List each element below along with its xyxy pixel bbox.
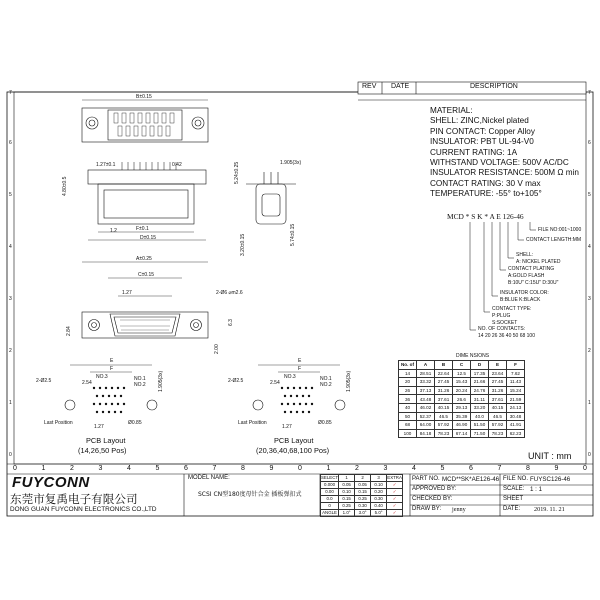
part-code: MCD * S K * A E 126-46 — [447, 212, 524, 221]
top-view — [82, 100, 208, 142]
dim-header: A — [417, 361, 435, 370]
dim-63: 6.3 — [228, 319, 234, 326]
scale-left: 6 — [9, 140, 12, 146]
pcb2-hole: 2-Ø2.5 — [228, 378, 244, 384]
pcb1-1905: 1.905(3x) — [158, 370, 164, 392]
spec-block — [430, 106, 579, 200]
scale-bottom-num: 0 — [583, 465, 587, 472]
dim-cell: 27.45 — [435, 378, 453, 387]
table-row — [399, 403, 525, 412]
company-logo: FUYCONN — [12, 474, 90, 491]
pcb1-no3: NO.3 — [96, 374, 108, 380]
dim-cell: 100 — [399, 429, 417, 438]
dim-header: E — [489, 361, 507, 370]
tol-cell: 0.000 — [321, 481, 339, 488]
scale-bottom-num: 9 — [554, 465, 559, 472]
tol-cell: 0.0 — [321, 495, 339, 502]
dim-d: D±0.15 — [140, 235, 157, 241]
tol-cell: ANGLE — [322, 510, 337, 516]
dim-cell: 78.23 — [435, 429, 453, 438]
scale-left: 5 — [9, 192, 12, 198]
dim-cell: 46.02 — [417, 403, 435, 412]
spec-line: CONTACT RATING: 30 V max — [430, 178, 541, 188]
spec-line: INSULATOR: PBT UL-94-V0 — [430, 137, 534, 147]
dim-cell: 20 — [399, 378, 417, 387]
scale-bottom-num: 5 — [440, 465, 445, 472]
pcb-layout-1 — [65, 365, 157, 413]
scale-value: 1 : 1 — [530, 486, 543, 493]
tol-header: 1 — [339, 475, 355, 482]
dim-480: 4.80±0.5 — [62, 176, 68, 196]
pcb1-no2: NO.2 — [134, 382, 146, 388]
dim-cell: 30.48 — [507, 412, 525, 421]
tol-cell: 0.15 — [339, 495, 355, 502]
scale-bottom — [13, 465, 587, 472]
dim-cell: 57.92 — [489, 421, 507, 430]
part-no: MCD**SK*AE126-46 — [442, 476, 500, 483]
drawn-label: DRAW BY: — [412, 506, 442, 512]
scale-bottom-num: 0 — [13, 465, 17, 472]
dim-cell: 57.92 — [435, 421, 453, 430]
scale-left: 0 — [9, 452, 12, 458]
scale-bottom-num: 2 — [70, 465, 74, 472]
table-row — [399, 369, 525, 378]
pcb2-127: 1.27 — [282, 424, 292, 430]
dim-cell: 46.5 — [489, 412, 507, 421]
pcb1-e: E — [110, 358, 114, 364]
dim-cell: 22.64 — [435, 369, 453, 378]
scale-bottom-num: 1 — [41, 465, 46, 472]
dim-cell: 12.5 — [453, 369, 471, 378]
part-legend: B:10U" C:15U" D:30U" — [508, 280, 559, 286]
check-icon: ✓ — [387, 502, 403, 509]
spec-line: PIN CONTACT: Copper Alloy — [430, 126, 535, 136]
dim-cell: 40 — [399, 403, 417, 412]
pcb1-hole: 2-Ø2.5 — [36, 378, 52, 384]
tol-cell: 0.40 — [371, 502, 387, 509]
drawn-by: jenny — [452, 506, 466, 513]
dim-cell: 40.0 — [471, 412, 489, 421]
dim-cell: 51.50 — [471, 421, 489, 430]
pcb2-sub: (20,36,40,68,100 Pos) — [256, 446, 330, 455]
scale-right: 2 — [588, 348, 591, 354]
dim-cell: 64.00 — [417, 421, 435, 430]
dim-cell: 14 — [399, 369, 417, 378]
dim-cell: 78.23 — [489, 429, 507, 438]
dim-cell: 46.90 — [453, 421, 471, 430]
dim-cell: 37.61 — [489, 395, 507, 404]
dim-1905: 1.905(3x) — [280, 160, 302, 166]
side-view — [246, 172, 296, 224]
scale-right: 6 — [588, 140, 591, 146]
dim-cell: 31.26 — [489, 386, 507, 395]
dim-574: 5.74±0.15 — [290, 223, 296, 246]
scale-left: 7 — [9, 90, 12, 96]
dim-header: D — [471, 361, 489, 370]
dim-cell: 27.45 — [489, 378, 507, 387]
dim-cell: 26 — [399, 386, 417, 395]
dim-cell: 29.13 — [453, 403, 471, 412]
dim-524: 5.24±0.25 — [234, 161, 240, 184]
part-legend: INSULATOR COLOR: — [500, 290, 549, 296]
dim-cell: 23.64 — [489, 369, 507, 378]
scale-right: 3 — [588, 296, 591, 302]
tol-cell: 0.25 — [355, 495, 371, 502]
scale-left: 2 — [9, 348, 12, 354]
dim-c: C±0.15 — [138, 272, 155, 278]
dim-cell: 21.66 — [471, 378, 489, 387]
dim-cell: 33.32 — [417, 378, 435, 387]
pcb2-1905: 1.905(3x) — [346, 370, 352, 392]
dim-cell: 35.39 — [453, 412, 471, 421]
scale-bottom-num: 7 — [212, 465, 217, 472]
tol-header: SELECT — [321, 475, 339, 481]
part-legend: 14 20 26 36 40 50 68 100 — [478, 333, 535, 339]
pcb1-last: Last Position — [44, 420, 73, 426]
tol-cell: 0.05 — [339, 481, 355, 488]
tol-cell: 0.10 — [339, 488, 355, 495]
dim-cell: 46.5 — [435, 412, 453, 421]
dim-cell: 40.15 — [489, 403, 507, 412]
tol-cell: 0.15 — [355, 488, 371, 495]
scale-bottom-num: 5 — [155, 465, 160, 472]
dim-cell: 68 — [399, 421, 417, 430]
scale-bottom-num: 3 — [98, 465, 103, 472]
tol-cell: 0.05 — [355, 481, 371, 488]
dim-cell: 62.23 — [507, 429, 525, 438]
table-row — [321, 488, 403, 495]
scale-bottom-num: 4 — [127, 465, 131, 472]
scale-right: 0 — [588, 452, 591, 458]
part-legend: A:GOLD FLASH — [508, 273, 545, 279]
scale-bottom-num: 7 — [497, 465, 502, 472]
dim-cell: 37.13 — [417, 386, 435, 395]
table-row — [399, 421, 525, 430]
dim-200: 2.00 — [214, 344, 220, 354]
tol-cell: 0.30 — [355, 502, 371, 509]
part-legend: S:SOCKET — [492, 320, 518, 326]
part-legend: CONTACT PLATING — [508, 266, 555, 272]
dim-cell: 20.24 — [453, 386, 471, 395]
tol-cell: 0.30 — [371, 495, 387, 502]
dim-cell: 28.51 — [417, 369, 435, 378]
dim-cell: 15.24 — [507, 386, 525, 395]
spec-line: CURRENT RATING: 1A — [430, 147, 518, 157]
scale-left: 1 — [9, 400, 12, 406]
table-row — [399, 386, 525, 395]
company-name-en: DONG GUAN FUYCONN ELECTRONICS CO.,LTD — [10, 506, 157, 513]
part-legend: CONTACT TYPE: — [492, 306, 532, 312]
scale-left: 3 — [9, 296, 12, 302]
tol-cell: 5.0° — [371, 509, 387, 516]
tol-cell: 3.0° — [355, 509, 371, 516]
pcb2-no2: NO.2 — [320, 382, 332, 388]
pcb1-f: F — [110, 366, 114, 372]
part-legend: P:PLUG — [492, 313, 511, 319]
rev-label: REV — [362, 83, 377, 90]
dim-cell: 11.43 — [507, 378, 525, 387]
tol-cell: 0.00 — [321, 488, 339, 495]
description-label: DESCRIPTION — [470, 83, 518, 90]
scale-bottom-num: 1 — [326, 465, 331, 472]
file-no-label: FILE NO. — [503, 476, 529, 482]
dim-b: B±0.15 — [136, 94, 152, 100]
part-legend: FILE NO:001~1000 — [538, 227, 582, 233]
spec-line: TEMPERATURE: -55° to+105° — [430, 189, 542, 199]
dim-284: 2.84 — [66, 326, 72, 336]
dimensions-title: DIME NSIONS — [456, 353, 490, 359]
part-legend: A: NICKEL PLATED — [516, 259, 561, 265]
check-icon: ✓ — [387, 488, 403, 495]
pcb1-127: 1.27 — [94, 424, 104, 430]
unit-label: UNIT : mm — [528, 451, 572, 461]
spec-line: SHELL: ZINC,Nickel plated — [430, 116, 529, 126]
scale-right: 4 — [588, 244, 591, 250]
spec-line: WITHSTAND VOLTAGE: 500V AC/DC — [430, 158, 569, 168]
dim-cell: 24.76 — [471, 386, 489, 395]
tol-cell: 0 — [321, 502, 339, 509]
date-label-tb: DATE: — [503, 506, 521, 512]
scale-bottom-num: 8 — [526, 465, 530, 472]
dim-cell: 50 — [399, 412, 417, 421]
sheet-label: SHEET — [503, 496, 524, 502]
approved-label: APPROVED BY: — [412, 486, 457, 492]
dim-cell: 84.18 — [417, 429, 435, 438]
tolerance-table — [320, 474, 403, 517]
table-row — [399, 412, 525, 421]
dim-cell: 36 — [399, 395, 417, 404]
tol-header: 3 — [371, 475, 387, 482]
scale-bottom-num: 9 — [269, 465, 274, 472]
dim-cell: 67.14 — [453, 429, 471, 438]
table-row — [321, 502, 403, 509]
table-row — [399, 378, 525, 387]
material-label: MATERIAL: — [430, 106, 473, 115]
check-icon: ✓ — [387, 509, 403, 516]
tol-header: EXTRA — [387, 475, 402, 481]
table-row — [321, 495, 403, 502]
scale-bottom-num: 0 — [298, 465, 302, 472]
tol-header: 2 — [355, 475, 371, 482]
dim-12: 1.2 — [110, 228, 117, 234]
file-no: FUYSC126-46 — [530, 476, 571, 483]
scale-bottom-num: 2 — [355, 465, 359, 472]
scale-bottom-num: 4 — [412, 465, 416, 472]
pcb1-085: Ø0.85 — [128, 420, 142, 426]
spec-line: INSULATOR RESISTANCE: 500M Ω min — [430, 168, 579, 178]
dim-header: F — [507, 361, 525, 370]
dim-a: A±0.25 — [136, 256, 152, 262]
dim-cell: 40.15 — [435, 403, 453, 412]
dim-cell: 71.50 — [471, 429, 489, 438]
table-row — [321, 509, 403, 516]
checked-label: CHECKED BY: — [412, 496, 453, 502]
part-legend: SHELL: — [516, 252, 534, 258]
date-value: 2019. 11. 21 — [534, 506, 565, 513]
pcb1-title: PCB Layout — [86, 436, 126, 445]
scale-label: SCALE: — [503, 486, 525, 492]
check-icon: ✓ — [387, 481, 403, 488]
scale-right: 7 — [588, 90, 591, 96]
dim-cell: 33.20 — [471, 403, 489, 412]
dim-042: 0.42 — [172, 162, 182, 168]
table-row — [399, 429, 525, 438]
pcb2-254: 2.54 — [270, 380, 280, 386]
dim-127: 1.27 — [122, 290, 132, 296]
dim-header: B — [435, 361, 453, 370]
dim-f: F±0.1 — [136, 226, 149, 232]
scale-bottom-num: 6 — [184, 465, 188, 472]
pcb-layout-2 — [253, 365, 345, 413]
dimensions-table — [398, 360, 525, 438]
tol-cell: 0.10 — [371, 481, 387, 488]
pcb2-title: PCB Layout — [274, 436, 314, 445]
scale-right: 5 — [588, 192, 591, 198]
scale-bottom-num: 3 — [383, 465, 388, 472]
pcb2-last: Last Position — [238, 420, 267, 426]
dim-header: C — [453, 361, 471, 370]
part-legend: B:BLUE K:BLACK — [500, 297, 541, 303]
tol-cell: 1.0° — [339, 509, 355, 516]
dim-cell: 41.91 — [507, 421, 525, 430]
table-row — [321, 481, 403, 488]
pcb1-sub: (14,26,50 Pos) — [78, 446, 127, 455]
company-name-cn: 东莞市复禹电子有限公司 — [10, 492, 138, 506]
scale-bottom-num: 6 — [469, 465, 473, 472]
pcb2-085: Ø0.85 — [318, 420, 332, 426]
dim-cell: 43.48 — [417, 395, 435, 404]
dim-pitch: 1.27±0.1 — [96, 162, 116, 168]
scale-left: 4 — [9, 244, 12, 250]
dim-cell: 31.11 — [471, 395, 489, 404]
dim-cell: 21.59 — [507, 395, 525, 404]
part-legend: NO. OF CONTACTS: — [478, 326, 526, 332]
date-label: DATE — [391, 83, 410, 90]
dim-cell: 24.13 — [507, 403, 525, 412]
dim-hole: 2-Ø6 ⌀m2.6 — [216, 290, 243, 296]
check-icon: ✓ — [387, 495, 403, 502]
pcb2-f: F — [298, 366, 302, 372]
model-name: SCSI CN型180度母针合金 插板弹扣式 — [198, 491, 302, 498]
pcb2-no3: NO.3 — [284, 374, 296, 380]
pcb2-e: E — [298, 358, 302, 364]
pcb2-no1: NO.1 — [320, 376, 332, 382]
dim-cell: 17.35 — [471, 369, 489, 378]
scale-bottom-num: 8 — [241, 465, 245, 472]
dim-cell: 31.26 — [435, 386, 453, 395]
tol-cell: 0.25 — [339, 502, 355, 509]
table-row — [399, 395, 525, 404]
part-no-label: PART NO. — [412, 476, 440, 482]
model-name-label: MODEL NAME: — [188, 475, 230, 481]
dim-header: No. of — [399, 361, 417, 370]
pcb1-254: 2.54 — [82, 380, 92, 386]
dim-cell: 52.37 — [417, 412, 435, 421]
dim-cell: 37.61 — [435, 395, 453, 404]
dim-cell: 26.6 — [453, 395, 471, 404]
dim-320: 3.20±0.15 — [240, 233, 246, 256]
scale-right: 1 — [588, 400, 591, 406]
tol-cell: 0.20 — [371, 488, 387, 495]
pcb1-no1: NO.1 — [134, 376, 146, 382]
dim-cell: 7.62 — [507, 369, 525, 378]
dim-cell: 15.43 — [453, 378, 471, 387]
part-legend: CONTACT LENGTH:MM — [526, 237, 582, 243]
